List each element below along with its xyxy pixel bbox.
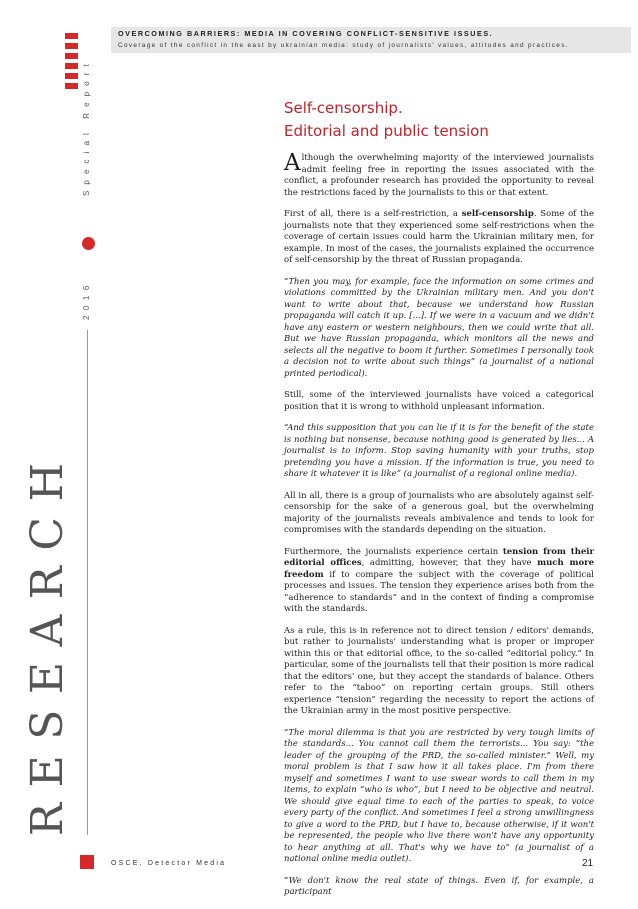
page-number: 21 bbox=[582, 858, 594, 869]
footer-red-square bbox=[80, 855, 94, 869]
paragraph: All in all, there is a group of journalists who are absolutely against self-censorship for the sake of a generous goal, but the overwhelming majority of the journalists reveals ambivalence and tends to look for compromises with the standards depending on the situation. bbox=[284, 490, 594, 535]
paragraph: Although the overwhelming majority of the interviewed journalists admit feeling free in reporting the issues associated with the conflict, a profounder research has provided the opportunity to reveal the restrictions faced by the journalists to this or that extent. bbox=[284, 150, 594, 198]
quote: “We don't know the real state of things. Even if, for example, a participant bbox=[284, 875, 594, 897]
red-dot-icon bbox=[82, 237, 95, 250]
sidebar-divider bbox=[87, 330, 88, 835]
special-report-label: Special Report bbox=[82, 58, 91, 196]
header-title: OVERCOMING BARRIERS: MEDIA IN COVERING CONFLICT-SENSITIVE ISSUES. bbox=[118, 29, 494, 38]
drop-cap: A bbox=[284, 150, 301, 176]
quote: “Then you may, for example, face the information on some crimes and violations committed by the Ukrainian military men. And you don't want to write about that, because we understand how Russian propaganda will catch it up. [...]. If we were in a vacuum and we didn't have any eastern or western neighbours, then we could write that all. But we have Russian propaganda, which monitors all the news and selects all the negative to boom it further. Sometimes I personally took a decision not to write about such things” (a journalist of a national printed periodical). bbox=[284, 276, 594, 379]
quote: “The moral dilemma is that you are restricted by very tough limits of the standards... You cannot call them the terrorists... You say: “the leader of the grouping of the PRD, the so-called minister.” Well, my moral problem is that I saw how it all takes place. I'm from there myself and sometimes I want to use swear words to call them in my items, to explain “who is who”, but I need to be objective and neutral. We should give equal time to each of the parties to speak, to voice every party of the conflict. And sometimes I feel a strong unwillingness to give a word to the PRD, but I have to, because otherwise, if it won't be represented, the people who live there won't have any opportunity to hear anything at all. That's why we have to” (a journalist of a national online media outlet). bbox=[284, 727, 594, 864]
paragraph: As a rule, this is in reference not to direct tension / editors' demands, but rather to journalists' understanding what is proper or improper within this or that editorial office, to the so-called “editorial policy.” In particular, some of the journalists tell that their position is more radical that the editors' one, but they accept the standards of balance. Others refer to the “taboo” on reporting certain groups. Still others experience “tension” regarding the necessity to report the actions of the Ukrainian army in the most positive perspective. bbox=[284, 625, 594, 716]
article-body bbox=[284, 150, 595, 909]
paragraph: Furthermore, the journalists experience certain tension from their editorial offices, admitting, however, that they have much more freedom if to compare the subject with the coverage of political processes and issues. The tension they experience arises both from the “adherence to standards” and in the context of finding a compromise with the standards. bbox=[284, 546, 595, 614]
red-stripes-logo bbox=[65, 33, 78, 93]
paragraph: First of all, there is a self-restriction, a self-censorship. Some of the journalists note that they experienced some self-restrictions when the coverage of certain issues could harm the Ukrainian military men, for example. In most of the cases, the journalists explained the occurrence of self-censorship by the threat of Russian propaganda. bbox=[284, 209, 594, 265]
page-title bbox=[284, 97, 604, 143]
paragraph: Still, some of the interviewed journalists have voiced a categorical position that it is wrong to withhold unpleasant information. bbox=[284, 390, 594, 412]
header-subtitle: Coverage of the conflict in the east by ukrainian media: study of journalists' values, attitudes and practices. bbox=[118, 42, 569, 49]
footer-publisher: OSCE, Detector Media bbox=[111, 860, 227, 867]
research-label: RESEARCH bbox=[22, 447, 73, 836]
page-title-line1: Self-censorship. bbox=[284, 99, 403, 117]
year-label: 2016 bbox=[82, 280, 91, 320]
page-title-line2: Editorial and public tension bbox=[284, 122, 489, 140]
quote: “And this supposition that you can lie if it is for the benefit of the state is nothing but nonsense, because nothing good is generated by lies... A journalist is to inform. Stop saving humanity with your truths, stop pretending you have a mission. If the information is true, you need to share it whatever it is like” (a journalist of a regional online media). bbox=[284, 423, 594, 479]
